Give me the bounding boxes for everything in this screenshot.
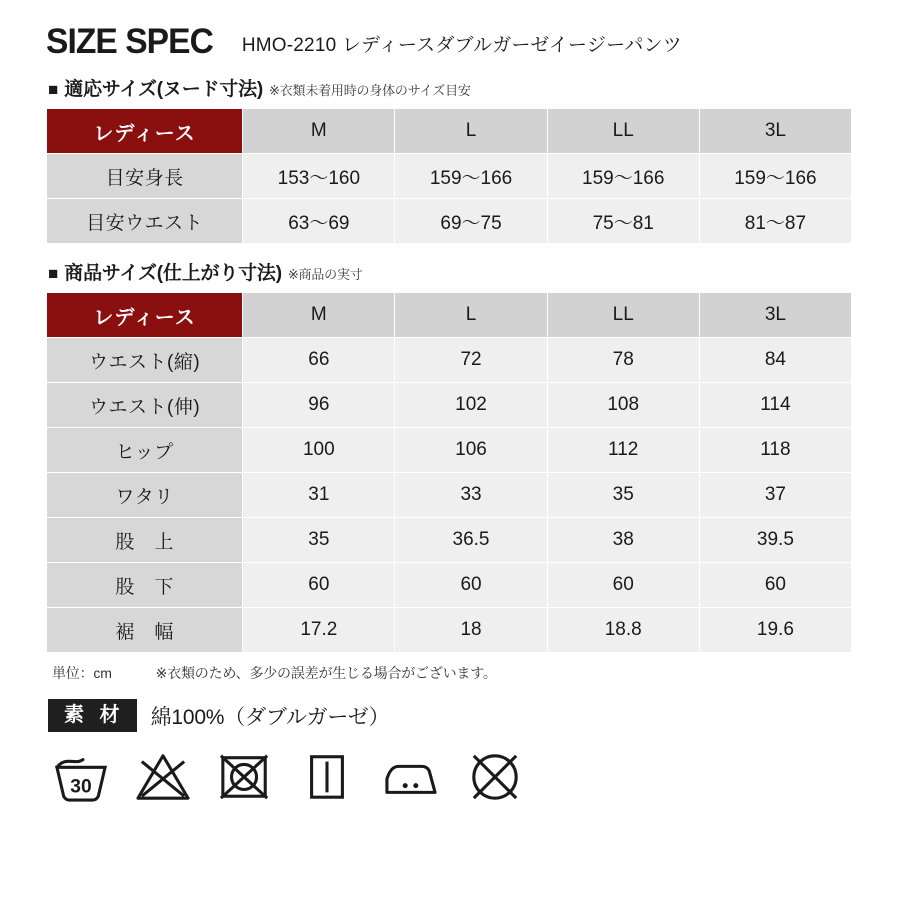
material-badge: 素 材 xyxy=(48,699,137,732)
table-row xyxy=(47,154,852,199)
material-text: 綿100%（ダブルガーゼ） xyxy=(150,705,390,729)
disclaimer-text: ※衣類のため、多少の誤差が生じる場合がございます。 xyxy=(155,665,497,681)
section2-note: ※商品の実寸 xyxy=(287,267,363,282)
table2-cell-4-0: 35 xyxy=(243,518,395,563)
section1-title: 適応サイズ(ヌード寸法) xyxy=(64,79,264,100)
table1-cell-0-0: 153〜160 xyxy=(243,154,395,199)
table-row xyxy=(47,383,852,428)
page-title: SIZE SPEC xyxy=(46,22,213,61)
table2-rowhead-6: 裾 幅 xyxy=(47,608,243,653)
table2-cell-1-1: 102 xyxy=(395,383,547,428)
table-row xyxy=(47,518,852,563)
table2-cell-6-0: 17.2 xyxy=(243,608,395,653)
table2-cell-4-3: 39.5 xyxy=(699,518,851,563)
section-heading-fit-size xyxy=(48,74,854,101)
table2-rowhead-5: 股 下 xyxy=(47,563,243,608)
table1-cell-1-0: 63〜69 xyxy=(243,199,395,244)
svg-text:30: 30 xyxy=(70,776,92,798)
table2-cell-3-3: 37 xyxy=(699,473,851,518)
unit-label: 単位：cm xyxy=(52,665,112,681)
table2-cell-3-1: 33 xyxy=(395,473,547,518)
table2-cell-4-2: 38 xyxy=(547,518,699,563)
table1-colhead-m: M xyxy=(243,109,395,154)
table2-rowhead-0: ウエスト(縮) xyxy=(47,338,243,383)
table2-cell-3-0: 31 xyxy=(243,473,395,518)
table2-cell-1-0: 96 xyxy=(243,383,395,428)
table2-colhead-ll: LL xyxy=(547,293,699,338)
table1-cell-0-3: 159〜166 xyxy=(699,154,851,199)
table1-cell-1-2: 75〜81 xyxy=(547,199,699,244)
table2-cell-2-0: 100 xyxy=(243,428,395,473)
table2-cell-6-3: 19.6 xyxy=(699,608,851,653)
table-row xyxy=(47,563,852,608)
table1-colhead-ll: LL xyxy=(547,109,699,154)
table2-corner: レディース xyxy=(47,293,243,338)
table1-colhead-3l: 3L xyxy=(699,109,851,154)
table2-cell-5-3: 60 xyxy=(699,563,851,608)
table2-cell-4-1: 36.5 xyxy=(395,518,547,563)
no-dry-clean-icon xyxy=(466,750,524,802)
table2-cell-6-1: 18 xyxy=(395,608,547,653)
table-row xyxy=(47,109,852,154)
table2-colhead-3l: 3L xyxy=(699,293,851,338)
table2-cell-1-2: 108 xyxy=(547,383,699,428)
table2-cell-2-2: 112 xyxy=(547,428,699,473)
table1-corner: レディース xyxy=(47,109,243,154)
fit-size-table xyxy=(46,108,852,244)
table2-rowhead-4: 股 上 xyxy=(47,518,243,563)
table1-cell-0-2: 159〜166 xyxy=(547,154,699,199)
drip-dry-hang-icon xyxy=(298,750,356,802)
table2-rowhead-3: ワタリ xyxy=(47,473,243,518)
table2-rowhead-1: ウエスト(伸) xyxy=(47,383,243,428)
product-size-table xyxy=(46,292,852,653)
table2-cell-2-3: 118 xyxy=(699,428,851,473)
table2-rowhead-2: ヒップ xyxy=(47,428,243,473)
table2-cell-0-3: 84 xyxy=(699,338,851,383)
table1-rowhead-1: 目安ウエスト xyxy=(47,199,243,244)
table1-cell-0-1: 159〜166 xyxy=(395,154,547,199)
table2-colhead-l: L xyxy=(395,293,547,338)
table2-cell-2-1: 106 xyxy=(395,428,547,473)
table2-cell-5-2: 60 xyxy=(547,563,699,608)
table2-colhead-m: M xyxy=(243,293,395,338)
table2-cell-1-3: 114 xyxy=(699,383,851,428)
bullet-square-icon: ■ xyxy=(48,264,59,283)
table1-colhead-l: L xyxy=(395,109,547,154)
care-symbols-row xyxy=(52,750,854,802)
bullet-square-icon: ■ xyxy=(48,80,59,99)
material-row xyxy=(48,699,854,732)
table2-cell-5-0: 60 xyxy=(243,563,395,608)
product-code: HMO-2210 レディースダブルガーゼイージーパンツ xyxy=(241,35,682,56)
header xyxy=(46,22,854,62)
table1-rowhead-0: 目安身長 xyxy=(47,154,243,199)
table2-cell-5-1: 60 xyxy=(395,563,547,608)
footnote xyxy=(52,663,854,683)
table1-cell-1-3: 81〜87 xyxy=(699,199,851,244)
table-row xyxy=(47,338,852,383)
wash-30-icon xyxy=(52,750,110,802)
table-row xyxy=(47,428,852,473)
section2-title: 商品サイズ(仕上がり寸法) xyxy=(64,263,282,284)
table-row xyxy=(47,199,852,244)
table2-cell-0-1: 72 xyxy=(395,338,547,383)
table-row xyxy=(47,293,852,338)
table1-cell-1-1: 69〜75 xyxy=(395,199,547,244)
section1-note: ※衣類未着用時の身体のサイズ目安 xyxy=(269,83,471,98)
no-tumble-dry-icon xyxy=(216,750,274,802)
table2-cell-0-0: 66 xyxy=(243,338,395,383)
table-row xyxy=(47,608,852,653)
table2-cell-0-2: 78 xyxy=(547,338,699,383)
table2-cell-3-2: 35 xyxy=(547,473,699,518)
table2-cell-6-2: 18.8 xyxy=(547,608,699,653)
table-row xyxy=(47,473,852,518)
no-bleach-icon xyxy=(134,750,192,802)
section-heading-product-size xyxy=(48,258,854,285)
iron-low-icon xyxy=(380,750,442,802)
